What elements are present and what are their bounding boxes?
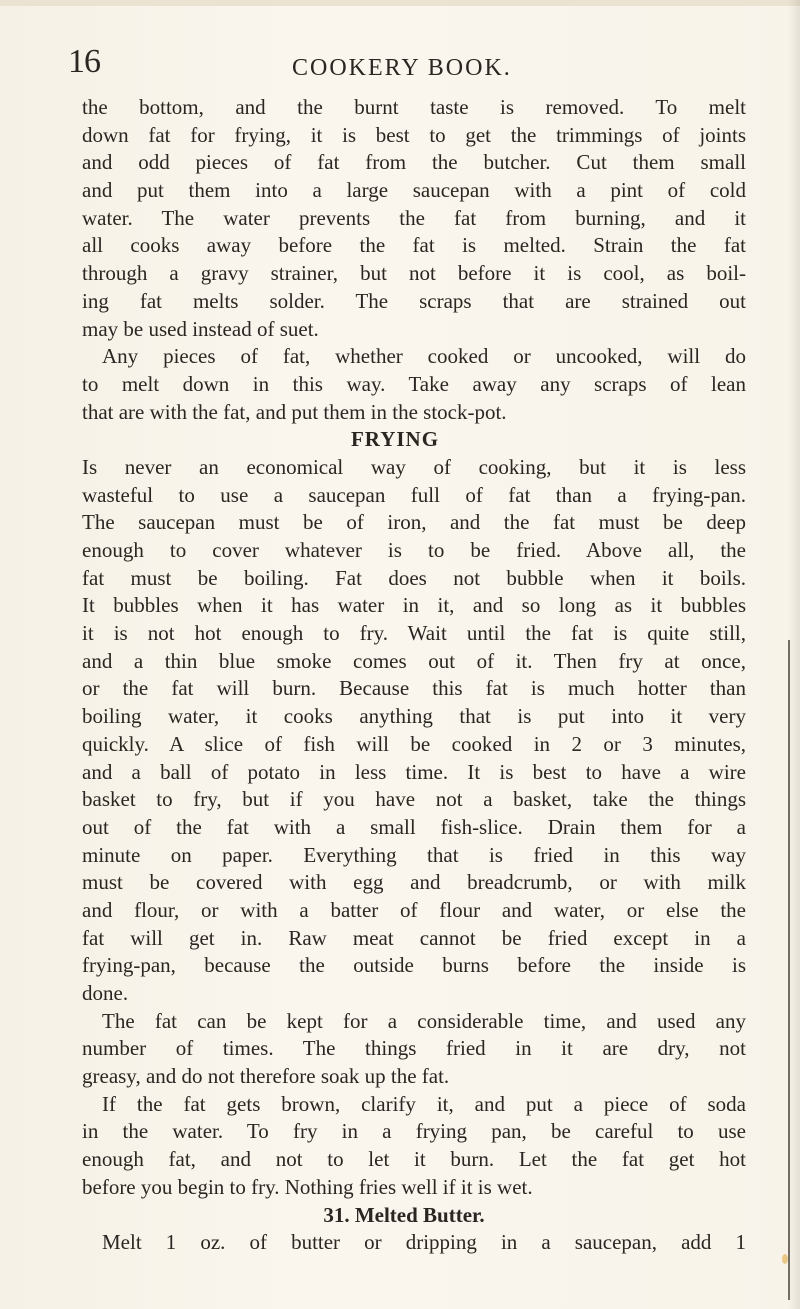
page-edge-rule (788, 640, 790, 1300)
text-line: to melt down in this way. Take away any scraps of lean (82, 371, 746, 396)
text-line: boiling water, it cooks anything that is put into it very (82, 704, 746, 729)
text-line: the bottom, and the burnt taste is removed. To melt (82, 95, 746, 119)
text-line: it is not hot enough to fry. Wait until the fat is quite still, (82, 621, 746, 646)
text-line: Any pieces of fat, whether cooked or uncooked, will do (102, 344, 746, 369)
section-heading-frying: FRYING (350, 427, 440, 452)
text-line: number of times. The things fried in it are dry, not (82, 1036, 746, 1061)
text-line: down fat for frying, it is best to get the trimmings of joints (82, 122, 746, 147)
text-line: The fat can be kept for a considerable time, and used any (102, 1008, 746, 1033)
page-top-edge (0, 0, 800, 6)
running-head: COOKERY BOOK. (292, 55, 512, 81)
text-line: fat will get in. Raw meat cannot be fried except in a (82, 925, 746, 950)
paper-stain (782, 1254, 788, 1264)
text-line: done. (82, 981, 129, 1005)
text-line: basket to fry, but if you have not a basket, take the things (82, 787, 746, 812)
text-line: The saucepan must be of iron, and the fat must be deep (82, 510, 746, 535)
text-line: or the fat will burn. Because this fat is much hotter than (82, 676, 746, 701)
text-line: all cooks away before the fat is melted. Strain the fat (82, 233, 746, 258)
paragraph-melted-butter (82, 1229, 746, 1257)
text-line: and a thin blue smoke comes out of it. Then fry at once, (82, 648, 746, 673)
text-line: fat must be boiling. Fat does not bubble when it boils. (82, 565, 746, 590)
text-line: and flour, or with a batter of flour and water, or else the (82, 897, 746, 922)
text-line: minute on paper. Everything that is fried in this way (82, 842, 746, 867)
text-line: quickly. A slice of fish will be cooked in 2 or 3 minutes, (82, 731, 746, 756)
text-line: It bubbles when it has water in it, and so long as it bubbles (82, 593, 746, 618)
paragraph-scraps (82, 343, 746, 426)
paragraph-keeping-fat (82, 1008, 746, 1091)
text-line: wasteful to use a saucepan full of fat than a frying-pan. (82, 482, 746, 507)
text-line: water. The water prevents the fat from burning, and it (82, 205, 746, 230)
paragraph-melt-fat (82, 94, 746, 343)
text-line: and odd pieces of fat from the butcher. Cut them small (82, 150, 746, 175)
body-text (82, 94, 746, 1257)
text-line: may be used instead of suet. (82, 316, 319, 341)
recipe-heading-melted-butter: 31. Melted Butter. (323, 1202, 485, 1227)
paragraph-frying (82, 454, 746, 1008)
text-line: through a gravy strainer, but not before it is cool, as boil- (82, 261, 746, 286)
text-line: out of the fat with a small fish-slice. Drain them for a (82, 814, 746, 839)
text-line: ing fat melts solder. The scraps that are strained out (82, 288, 746, 313)
text-line: Is never an economical way of cooking, but it is less (82, 454, 746, 479)
text-line: that are with the fat, and put them in the stock-pot. (82, 399, 507, 424)
text-line: and put them into a large saucepan with a pint of cold (82, 178, 746, 203)
paragraph-clarify (82, 1091, 746, 1202)
page-number: 16 (68, 43, 100, 80)
text-line: must be covered with egg and breadcrumb, or with milk (82, 870, 746, 895)
text-line: greasy, and do not therefore soak up the fat. (82, 1064, 450, 1089)
text-line: enough fat, and not to let it burn. Let the fat get hot (82, 1147, 746, 1172)
text-line: in the water. To fry in a frying pan, be careful to use (82, 1119, 746, 1144)
text-line: enough to cover whatever is to be fried. Above all, the (82, 538, 746, 562)
text-line: Melt 1 oz. of butter or dripping in a saucepan, add 1 (102, 1230, 746, 1255)
text-line: and a ball of potato in less time. It is best to have a wire (82, 759, 746, 784)
text-line: If the fat gets brown, clarify it, and put a piece of soda (102, 1091, 746, 1116)
text-line: before you begin to fry. Nothing fries well if it is wet. (82, 1174, 533, 1199)
text-line: frying-pan, because the outside burns before the inside is (82, 953, 746, 978)
